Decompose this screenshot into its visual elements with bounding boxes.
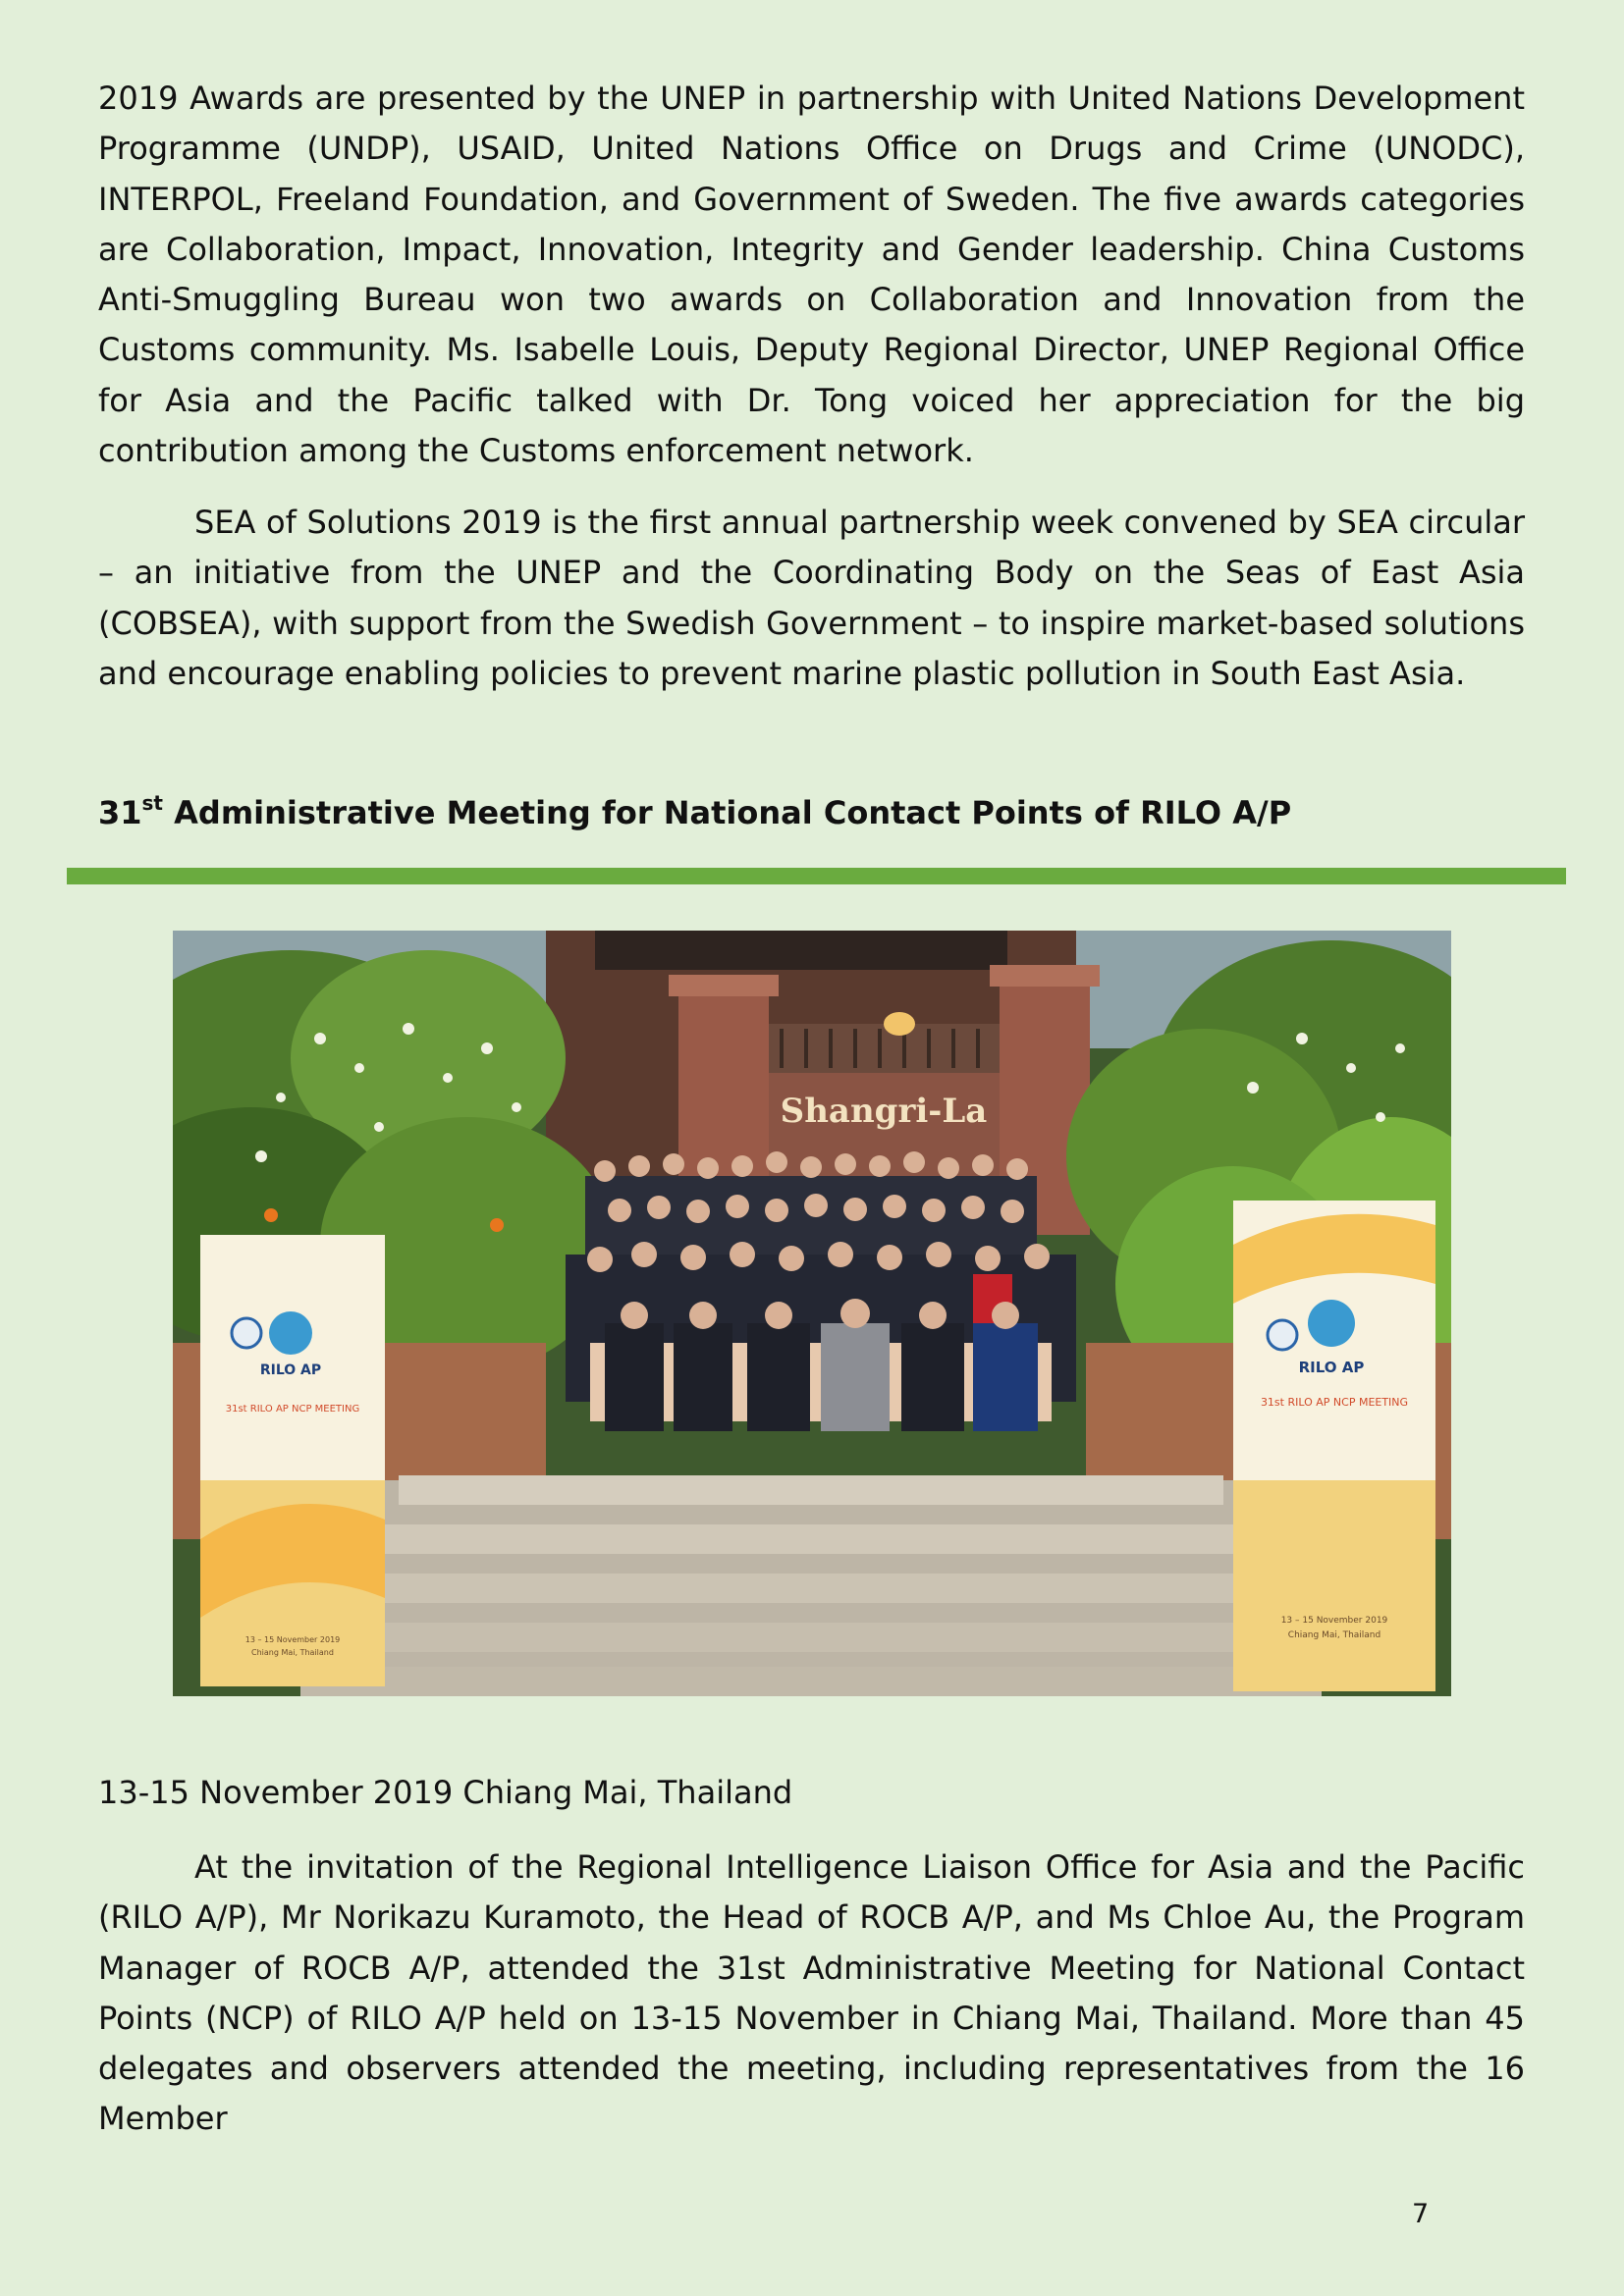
- page-number: 7: [1412, 2199, 1430, 2229]
- heading-text: Administrative Meeting for National Contact Points of RILO A/P: [174, 794, 1292, 831]
- group-photo: [173, 931, 1451, 1696]
- svg-text:31st RILO AP NCP MEETING: 31st RILO AP NCP MEETING: [225, 1404, 360, 1415]
- svg-text:RILO AP: RILO AP: [1298, 1359, 1365, 1376]
- heading-number: 31: [98, 794, 142, 831]
- sea-of-solutions-paragraph: SEA of Solutions 2019 is the first annual partnership week convened by SEA circular – an initiative from the UNEP and the Coordinating Body on the Seas of East Asia (COBSEA), with support from the Swedish Government – to inspire market-based solutions and encourage enabling policies to prevent marine plastic pollution in South East Asia.: [98, 504, 1525, 692]
- svg-text:Chiang Mai, Thailand: Chiang Mai, Thailand: [251, 1648, 334, 1657]
- svg-text:31st RILO AP NCP MEETING: 31st RILO AP NCP MEETING: [1260, 1396, 1409, 1409]
- svg-text:RILO AP: RILO AP: [259, 1362, 322, 1378]
- awards-paragraph: 2019 Awards are presented by the UNEP in partnership with United Nations Development Programme (UNDP), USAID, United Nations Office on Drugs and Crime (UNODC), INTERPOL, Freeland Foundation, and Government of Sweden. The five awards categories are Collaboration, Impact, Innovation, Integrity and Gender leadership. China Customs Anti-Smuggling Bureau won two awards on Collaboration and Innovation from the Customs community. Ms. Isabelle Louis, Deputy Regional Director, UNEP Regional Office for Asia and the Pacific talked with Dr. Tong voiced her appreciation for the big contribution among the Customs enforcement network.: [98, 80, 1525, 470]
- section-divider: [67, 868, 1566, 884]
- left-banner: [200, 1235, 385, 1686]
- section-heading: [98, 791, 1291, 834]
- rilo-meeting-paragraph: At the invitation of the Regional Intelligence Liaison Office for Asia and the Pacific (RILO A/P), Mr Norikazu Kuramoto, the Head of ROCB A/P, and Ms Chloe Au, the Program Manager of ROCB A/P, attended the 31st Administrative Meeting for National Contact Points (NCP) of RILO A/P held on 13-15 November in Chiang Mai, Thailand. More than 45 delegates and observers attended the meeting, including representatives from the 16 Member: [98, 1848, 1525, 2138]
- svg-text:Chiang Mai, Thailand: Chiang Mai, Thailand: [1287, 1630, 1381, 1640]
- svg-text:13 – 15 November 2019: 13 – 15 November 2019: [1280, 1616, 1388, 1626]
- heading-ordinal-suffix: st: [141, 791, 163, 815]
- right-banner: [1233, 1201, 1435, 1691]
- shangri-la-sign: Shangri-La: [780, 1092, 988, 1131]
- photo-caption: 13-15 November 2019 Chiang Mai, Thailand: [98, 1774, 793, 1811]
- svg-text:13 – 15 November 2019: 13 – 15 November 2019: [244, 1635, 341, 1644]
